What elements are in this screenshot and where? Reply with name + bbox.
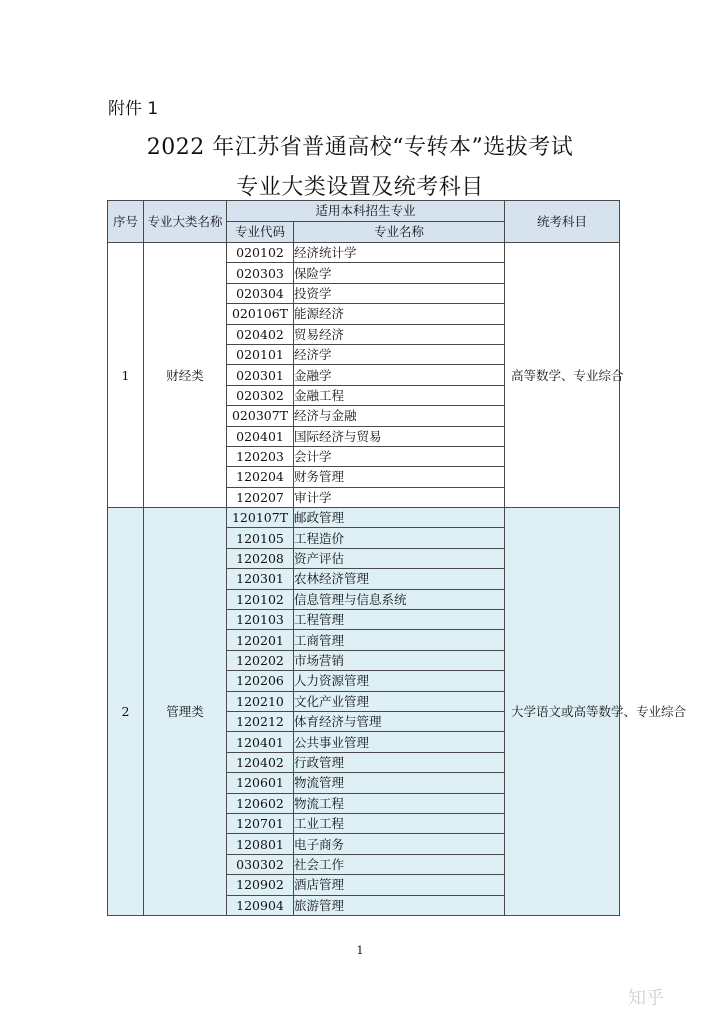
table-row [108,243,620,263]
table-row [108,508,620,528]
major-code: 120201 [227,630,294,650]
major-name: 行政管理 [294,752,505,772]
major-code: 120904 [227,895,294,915]
header-code: 专业代码 [227,222,294,243]
major-name: 财务管理 [294,467,505,487]
major-code: 120103 [227,610,294,630]
major-code: 120105 [227,528,294,548]
major-name: 投资学 [294,283,505,303]
major-name: 能源经济 [294,304,505,324]
major-name: 资产评估 [294,548,505,568]
major-code: 020102 [227,243,294,263]
group-seq: 1 [108,243,144,508]
header-subjects: 统考科目 [505,201,620,243]
major-code: 120107T [227,508,294,528]
major-code: 030302 [227,854,294,874]
major-code: 120701 [227,813,294,833]
major-code: 120601 [227,773,294,793]
header-major: 专业名称 [294,222,505,243]
major-name: 工商管理 [294,630,505,650]
major-name: 人力资源管理 [294,671,505,691]
header-category: 专业大类名称 [144,201,227,243]
major-code: 120206 [227,671,294,691]
major-name: 金融学 [294,365,505,385]
table-body [108,243,687,916]
major-code: 020307T [227,406,294,426]
document-title-line1: 2022 年江苏省普通高校“专转本”选拔考试 [146,135,574,160]
major-name: 文化产业管理 [294,691,505,711]
major-code: 120207 [227,487,294,507]
major-name: 物流管理 [294,773,505,793]
watermark: 知乎 [628,988,664,1009]
major-code: 120208 [227,548,294,568]
major-name: 农林经济管理 [294,569,505,589]
page-number: 1 [356,944,364,957]
major-code: 020302 [227,385,294,405]
major-name: 会计学 [294,446,505,466]
major-code: 020304 [227,283,294,303]
group-seq: 2 [108,508,144,916]
major-code: 020101 [227,344,294,364]
major-name: 工程造价 [294,528,505,548]
major-code: 120202 [227,650,294,670]
major-name: 保险学 [294,263,505,283]
major-name: 经济统计学 [294,243,505,263]
major-name: 体育经济与管理 [294,711,505,731]
major-name: 贸易经济 [294,324,505,344]
major-code: 120602 [227,793,294,813]
major-name: 酒店管理 [294,875,505,895]
major-name: 国际经济与贸易 [294,426,505,446]
major-name: 工业工程 [294,813,505,833]
group-category: 管理类 [144,508,227,916]
major-code: 120301 [227,569,294,589]
major-name: 邮政管理 [294,508,505,528]
major-name: 信息管理与信息系统 [294,589,505,609]
header-seq: 序号 [108,201,144,243]
major-code: 120902 [227,875,294,895]
major-name: 经济与金融 [294,406,505,426]
major-name: 工程管理 [294,610,505,630]
major-code: 120203 [227,446,294,466]
major-code: 120212 [227,711,294,731]
major-name: 经济学 [294,344,505,364]
major-name: 社会工作 [294,854,505,874]
major-name: 物流工程 [294,793,505,813]
major-code: 120210 [227,691,294,711]
major-name: 市场营销 [294,650,505,670]
major-name: 公共事业管理 [294,732,505,752]
attachment-label: 附件 1 [108,99,159,119]
major-name: 金融工程 [294,385,505,405]
major-code: 120801 [227,834,294,854]
major-code: 020303 [227,263,294,283]
major-name: 旅游管理 [294,895,505,915]
document-title-line2: 专业大类设置及统考科目 [236,175,484,200]
major-code: 120402 [227,752,294,772]
major-code: 020301 [227,365,294,385]
major-code: 020402 [227,324,294,344]
majors-table [107,200,687,916]
major-code: 020106T [227,304,294,324]
major-code: 020401 [227,426,294,446]
group-subjects: 高等数学、专业综合 [505,243,620,508]
header-applicable: 适用本科招生专业 [227,201,505,222]
major-code: 120401 [227,732,294,752]
major-code: 120204 [227,467,294,487]
major-name: 电子商务 [294,834,505,854]
major-code: 120102 [227,589,294,609]
major-name: 审计学 [294,487,505,507]
group-category: 财经类 [144,243,227,508]
group-subjects: 大学语文或高等数学、专业综合 [505,508,620,916]
